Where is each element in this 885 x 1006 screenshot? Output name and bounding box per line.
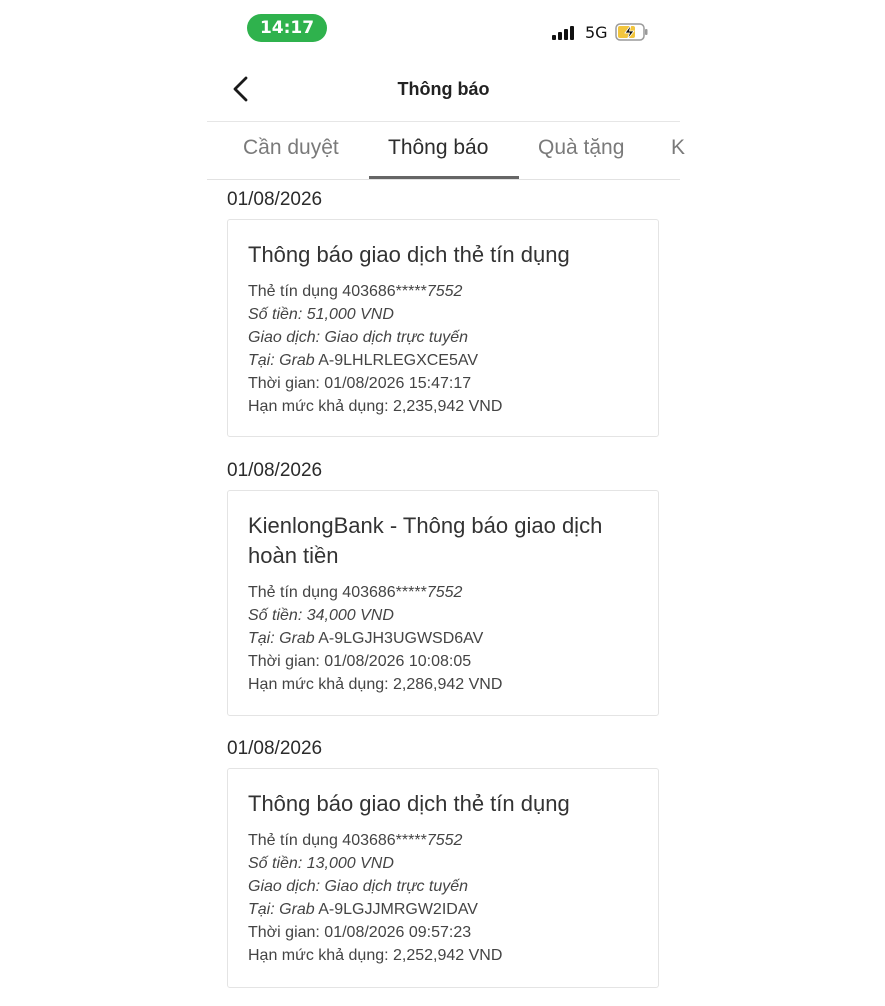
card-number-line: Thẻ tín dụng 403686*****7552 xyxy=(248,283,463,300)
merchant-line: Tại: Grab A-9LHLRLEGXCE5AV xyxy=(248,352,479,369)
available-limit-line: Hạn mức khả dụng: 2,252,942 VND xyxy=(248,947,503,964)
notification-card[interactable] xyxy=(227,768,659,988)
notification-card[interactable] xyxy=(227,219,659,437)
available-limit-line: Hạn mức khả dụng: 2,235,942 VND xyxy=(248,398,503,415)
phone-screen xyxy=(207,0,686,1006)
date-header: 01/08/2026 xyxy=(227,189,323,210)
amount-line: Số tiền: 13,000 VND xyxy=(248,855,394,872)
time-line: Thời gian: 01/08/2026 15:47:17 xyxy=(248,375,472,392)
amount-line: Số tiền: 51,000 VND xyxy=(248,306,394,323)
tab-can-duyet[interactable]: Cần duyệt xyxy=(243,136,339,159)
notification-title: Thông báo giao dịch thẻ tín dụng xyxy=(248,791,570,816)
card-number-line: Thẻ tín dụng 403686*****7552 xyxy=(248,584,463,601)
battery-charging-icon xyxy=(615,23,649,41)
signal-icon xyxy=(552,24,576,40)
notification-title: Thông báo giao dịch thẻ tín dụng xyxy=(248,242,570,267)
time-line: Thời gian: 01/08/2026 10:08:05 xyxy=(248,653,472,670)
transaction-line: Giao dịch: Giao dịch trực tuyến xyxy=(248,329,469,346)
status-bar xyxy=(207,0,680,58)
card-number-line: Thẻ tín dụng 403686*****7552 xyxy=(248,832,463,849)
merchant-line: Tại: Grab A-9LGJJMRGW2IDAV xyxy=(248,901,478,918)
notification-title: KienlongBank - Thông báo giao dịch hoàn tiền xyxy=(248,513,603,568)
merchant-line: Tại: Grab A-9LGJH3UGWSD6AV xyxy=(248,630,484,647)
tab-partial[interactable]: K xyxy=(671,136,686,159)
nav-header xyxy=(207,62,680,120)
tab-qua-tang[interactable]: Quà tặng xyxy=(538,136,625,159)
status-time: 14:17 xyxy=(247,14,327,42)
page-title: Thông báo xyxy=(397,79,490,99)
amount-line: Số tiền: 34,000 VND xyxy=(248,607,394,624)
available-limit-line: Hạn mức khả dụng: 2,286,942 VND xyxy=(248,676,503,693)
tabs-divider xyxy=(207,179,680,180)
transaction-line: Giao dịch: Giao dịch trực tuyến xyxy=(248,878,469,895)
tab-bar xyxy=(207,122,686,180)
tab-thong-bao[interactable]: Thông báo xyxy=(388,136,489,159)
time-line: Thời gian: 01/08/2026 09:57:23 xyxy=(248,924,472,941)
date-header: 01/08/2026 xyxy=(227,460,323,481)
network-type: 5G xyxy=(585,23,608,42)
date-header: 01/08/2026 xyxy=(227,738,323,759)
notification-card[interactable] xyxy=(227,490,659,716)
